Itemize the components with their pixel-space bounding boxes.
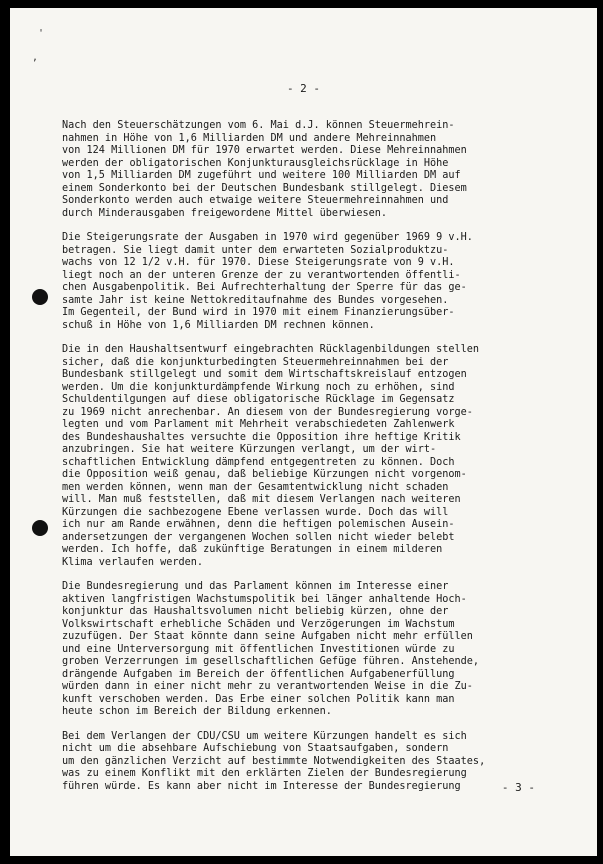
- text-line: schaftlichen Entwicklung dämpfend entgegentreten zu können. Doch: [62, 456, 455, 468]
- text-line: Die Steigerungsrate der Ausgaben in 1970 wird gegenüber 1969 9 v.H.: [62, 232, 473, 243]
- margin-mark: ‚: [32, 52, 39, 63]
- text-line: die Opposition weiß genau, daß beliebige Kürzungen nicht vorgenom-: [62, 469, 467, 480]
- paragraph: [62, 581, 542, 719]
- text-line: von 124 Millionen DM für 1970 erwartet werden. Diese Mehreinnahmen: [62, 145, 467, 156]
- text-line: würden dann in einer nicht mehr zu verantwortenden Weise in die Zu-: [62, 681, 473, 692]
- text-line: zuzufügen. Der Staat könnte dann seine Aufgaben nicht mehr erfüllen: [62, 631, 473, 642]
- text-line: chen Ausgabenpolitik. Bei Aufrechterhaltung der Sperre für das ge-: [62, 282, 467, 293]
- text-line: Bei dem Verlangen der CDU/CSU um weitere Kürzungen handelt es sich: [62, 730, 467, 742]
- text-line: Die in den Haushaltsentwurf eingebrachten Rücklagenbildungen stellen: [62, 344, 480, 355]
- text-line: Schuldentilgungen auf diese obligatorische Rücklage im Gegensatz: [62, 394, 455, 405]
- paragraph: [62, 731, 542, 794]
- paragraph: [62, 232, 542, 332]
- text-line: und eine Unterversorgung mit öffentlichen Investitionen würde zu: [62, 643, 455, 655]
- text-line: werden. Um die konjunkturdämpfende Wirkung noch zu erhöhen, sind: [62, 381, 455, 393]
- text-line: andersetzungen der vergangenen Wochen sollen nicht wieder belebt: [62, 531, 455, 543]
- text-line: nicht um die absehbare Aufschiebung von Staatsaufgaben, sondern: [62, 743, 449, 754]
- text-line: Im Gegenteil, der Bund wird in 1970 mit einem Finanzierungsüber-: [62, 307, 455, 318]
- text-line: legten und vom Parlament mit Mehrheit verabschiedeten Zahlenwerk: [62, 419, 455, 430]
- text-line: führen würde. Es kann aber nicht im Interesse der Bundesregierung: [62, 780, 461, 792]
- document-page: [10, 8, 597, 856]
- text-line: men werden können, wenn man der Gesamtentwicklung nicht schaden: [62, 481, 449, 493]
- text-line: wachs von 12 1/2 v.H. für 1970. Diese Steigerungsrate von 9 v.H.: [62, 257, 455, 268]
- paragraph: [62, 344, 542, 569]
- text-line: Kürzungen die sachbezogene Ebene verlassen wurde. Doch das will: [62, 506, 449, 518]
- page-number: - 2 -: [286, 82, 321, 95]
- punch-hole: [32, 520, 48, 536]
- text-line: konjunktur das Haushaltsvolumen nicht beliebig kürzen, ohne der: [62, 606, 449, 617]
- text-line: heute schon im Bereich der Bildung erkennen.: [62, 706, 332, 717]
- document-body: [62, 120, 542, 805]
- text-line: sicher, daß die konjunkturbedingten Steuermehreinnahmen bei der: [62, 356, 449, 368]
- text-line: werden. Ich hoffe, daß zukünftige Beratungen in einem milderen: [62, 544, 443, 555]
- margin-mark: ': [38, 28, 45, 39]
- text-line: Die Bundesregierung und das Parlament können im Interesse einer: [62, 581, 449, 592]
- text-line: nahmen in Höhe von 1,6 Milliarden DM und andere Mehreinnahmen: [62, 132, 437, 144]
- text-line: was zu einem Konflikt mit den erklärten Zielen der Bundesregierung: [62, 768, 467, 779]
- text-line: liegt noch an der unteren Grenze der zu verantwortenden öffentli-: [62, 269, 461, 281]
- text-line: Volkswirtschaft erhebliche Schäden und Verzögerungen im Wachstum: [62, 618, 455, 630]
- punch-hole: [32, 289, 48, 305]
- paragraph: [62, 120, 542, 220]
- text-line: aktiven langfristigen Wachstumspolitik bei länger anhaltende Hoch-: [62, 593, 467, 605]
- text-line: des Bundeshaushaltes versuchte die Opposition ihre heftige Kritik: [62, 431, 461, 443]
- text-line: schuß in Höhe von 1,6 Milliarden DM rechnen können.: [62, 319, 375, 331]
- text-line: anzubringen. Sie hat weitere Kürzungen verlangt, um der wirt-: [62, 444, 437, 455]
- text-line: Klima verlaufen werden.: [62, 556, 204, 568]
- text-line: um den gänzlichen Verzicht auf bestimmte Notwendigkeiten des Staates,: [62, 755, 486, 767]
- next-page-marker: - 3 -: [501, 781, 535, 794]
- text-line: einem Sonderkonto bei der Deutschen Bundesbank stillgelegt. Diesem: [62, 182, 467, 194]
- text-line: durch Minderausgaben freigewordene Mittel überwiesen.: [62, 207, 388, 219]
- text-line: ich nur am Rande erwähnen, denn die heftigen polemischen Ausein-: [62, 519, 455, 530]
- text-line: drängende Aufgaben im Bereich der öffentlichen Aufgabenerfüllung: [62, 668, 455, 680]
- text-line: von 1,5 Milliarden DM zugeführt und weitere 100 Milliarden DM auf: [62, 170, 461, 181]
- text-line: Bundesbank stillgelegt und somit dem Wirtschaftskreislauf entzogen: [62, 369, 467, 380]
- text-line: groben Verzerrungen im gesellschaftlichen Gefüge führen. Anstehende,: [62, 656, 480, 667]
- text-line: betragen. Sie liegt damit unter dem erwarteten Sozialproduktzu-: [62, 244, 449, 256]
- text-line: samte Jahr ist keine Nettokreditaufnahme des Bundes vorgesehen.: [62, 294, 449, 306]
- text-line: Sonderkonto werden auch etwaige weitere Steuermehreinnahmen und: [62, 195, 449, 206]
- text-line: werden der obligatorischen Konjunkturausgleichsrücklage in Höhe: [62, 157, 449, 169]
- text-line: will. Man muß feststellen, daß mit diesem Verlangen nach weiteren: [62, 494, 461, 505]
- text-line: kunft verschoben werden. Das Erbe einer solchen Politik kann man: [62, 693, 455, 705]
- text-line: Nach den Steuerschätzungen vom 6. Mai d.J. können Steuermehrein-: [62, 120, 455, 131]
- text-line: zu 1969 nicht anrechenbar. An diesem von der Bundesregierung vorge-: [62, 406, 473, 418]
